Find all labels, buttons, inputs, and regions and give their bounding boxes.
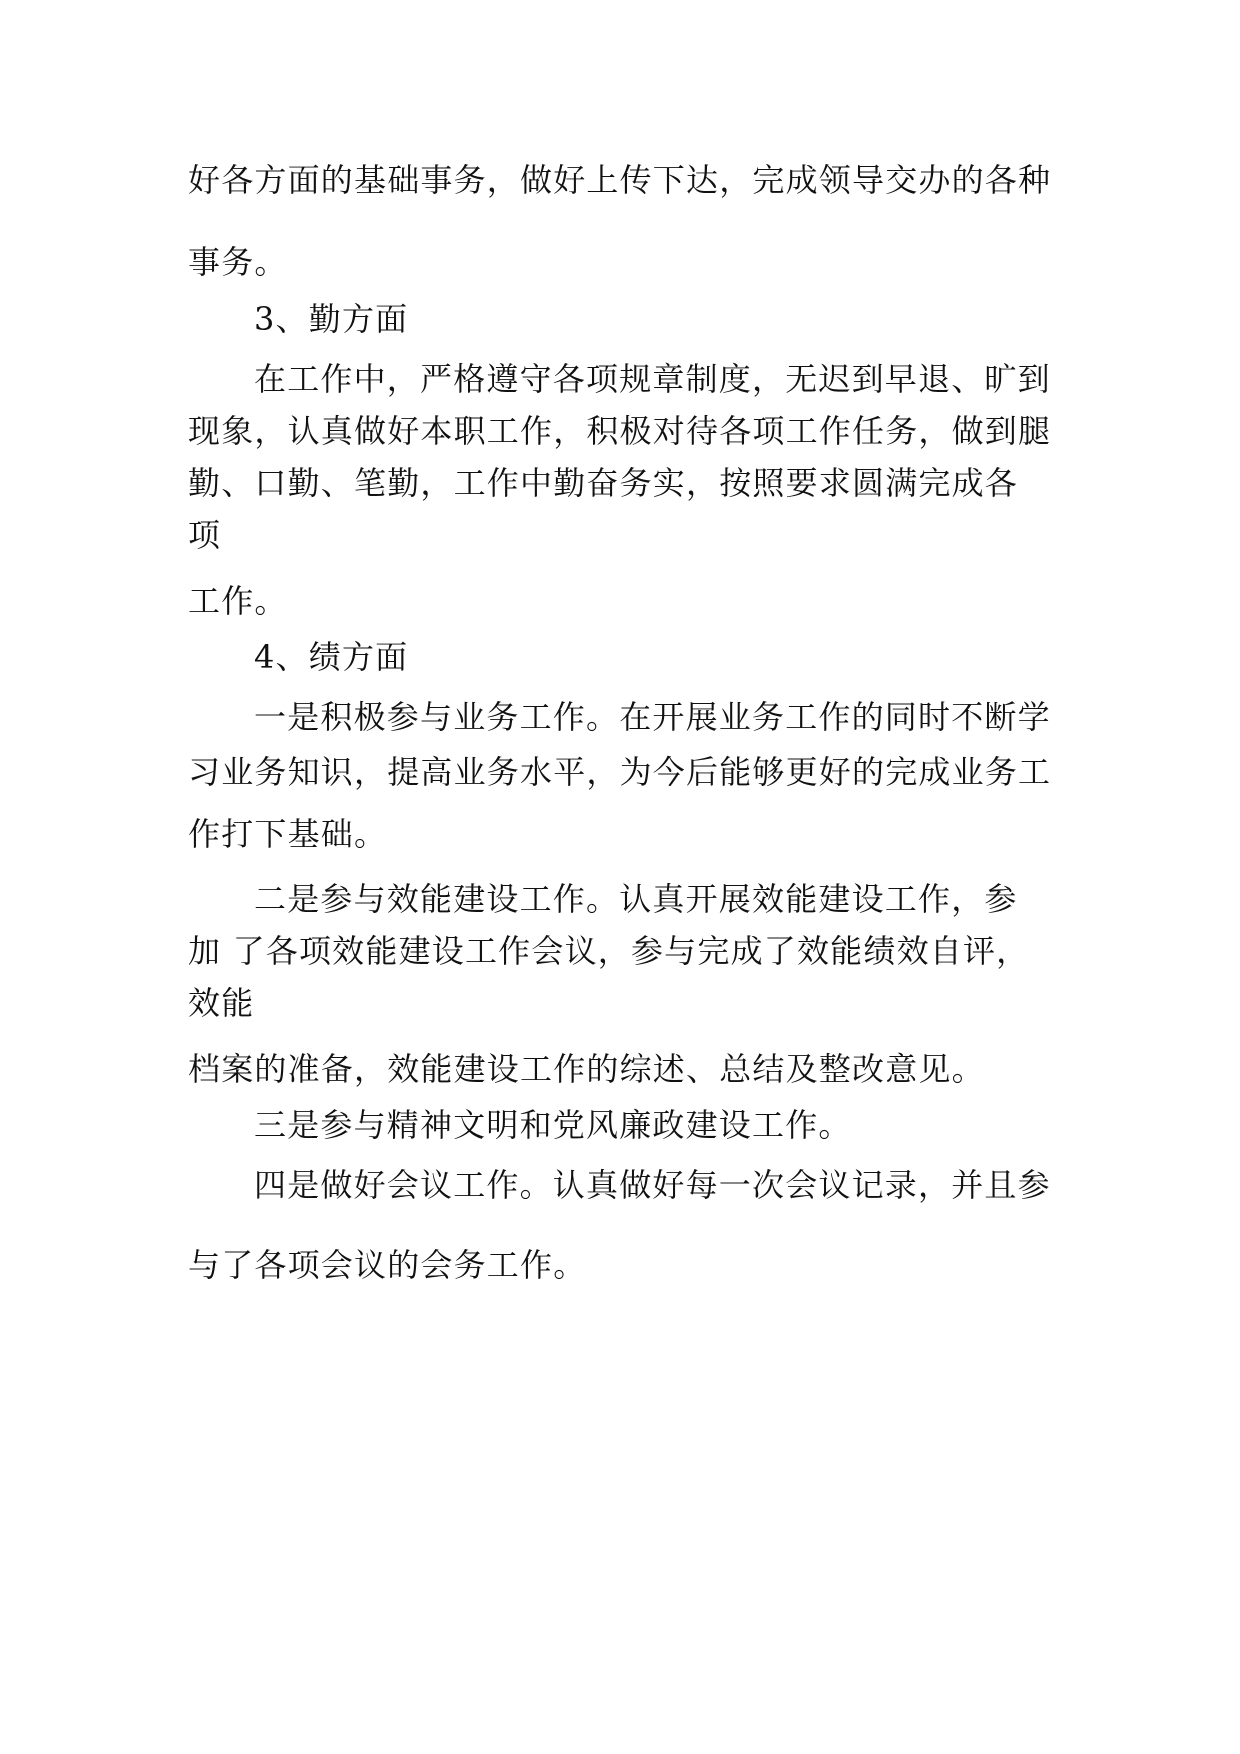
text-line: 档案的准备，效能建设工作的综述、总结及整改意见。 <box>188 1050 985 1088</box>
text-line: 事务。 <box>188 243 288 281</box>
text-line: 现象，认真做好本职工作，积极对待各项工作任务，做到腿 <box>188 412 1052 450</box>
text-line: 加 了各项效能建设工作会议，参与完成了效能绩效自评， <box>188 932 1030 970</box>
text-line: 工作。 <box>188 582 288 620</box>
text-line: 在工作中，严格遵守各项规章制度，无迟到早退、旷到 <box>254 360 1051 398</box>
text-line: 勤、口勤、笔勤，工作中勤奋务实，按照要求圆满完成各 <box>188 464 1019 502</box>
text-line: 一是积极参与业务工作。在开展业务工作的同时不断学 <box>254 698 1051 736</box>
text-line: 习业务知识，提高业务水平，为今后能够更好的完成业务工 <box>188 753 1052 791</box>
text-line: 三是参与精神文明和党风廉政建设工作。 <box>254 1106 852 1144</box>
text-line: 好各方面的基础事务，做好上传下达，完成领导交办的各种 <box>188 161 1052 199</box>
text-line: 效能 <box>188 984 255 1022</box>
text-line: 项 <box>188 516 222 554</box>
section-heading: 3、勤方面 <box>254 300 409 338</box>
text-line: 作打下基础。 <box>188 815 388 853</box>
text-line: 与了各项会议的会务工作。 <box>188 1246 587 1284</box>
text-line: 二是参与效能建设工作。认真开展效能建设工作，参 <box>254 880 1018 918</box>
section-heading: 4、绩方面 <box>254 638 409 676</box>
text-line: 四是做好会议工作。认真做好每一次会议记录，并且参 <box>254 1166 1051 1204</box>
